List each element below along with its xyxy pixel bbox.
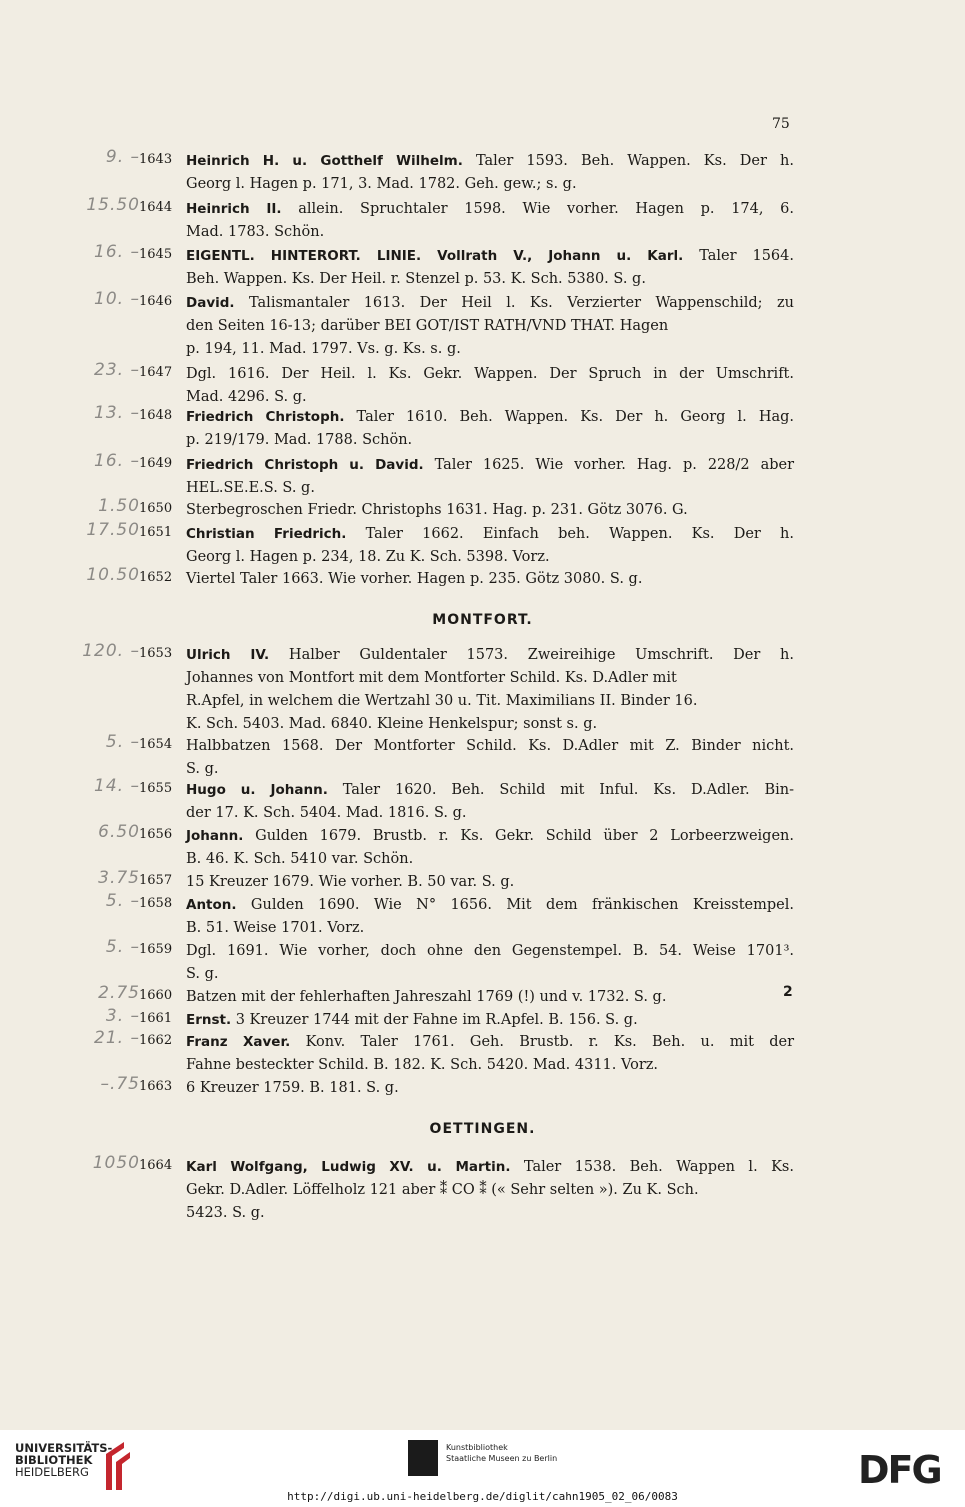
entry-line: [186, 779, 794, 802]
entry-line-text: Taler 1593. Beh. Wappen. Ks. Der h.: [462, 153, 794, 169]
entry-line: Gekr. D.Adler. Löffelholz 121 aber ⁑ CO ⁑ (« Sehr selten »). Zu K. Sch.: [186, 1182, 699, 1198]
entry-line: B. 46. K. Sch. 5410 var. Schön.: [186, 851, 414, 867]
entry-line: S. g.: [186, 966, 219, 982]
margin-mark: 2: [783, 984, 793, 1000]
entry-line: Mad. 1783. Schön.: [186, 224, 325, 240]
entry-line: Fahne besteckter Schild. B. 182. K. Sch. 5420. Mad. 4311. Vorz.: [186, 1057, 659, 1073]
entry-line: [186, 644, 794, 667]
permalink-url[interactable]: http://digi.ub.uni-heidelberg.de/diglit/cahn1905_02_06/0083: [287, 1490, 678, 1503]
entry-line: HEL.SE.E.S. S. g.: [186, 480, 315, 496]
entry-text: [186, 1031, 794, 1077]
entry-line-text: Gulden 1690. Wie N° 1656. Mit dem fränkischen Kreisstempel.: [236, 897, 794, 913]
entry-number: 1649: [139, 456, 173, 471]
handwritten-price: 5. –: [105, 937, 140, 957]
entry-number: 1661: [139, 1011, 173, 1026]
entry-number: 1660: [139, 988, 173, 1003]
entry-line: S. g.: [186, 761, 219, 777]
handwritten-price: 1.50: [98, 496, 140, 516]
entry-line: den Seiten 16-13; darüber BEI GOT/IST RATH/VND THAT. Hagen: [186, 318, 669, 334]
entry-text: [186, 779, 794, 825]
entry-text: [186, 499, 794, 522]
dfg-logo[interactable]: DFG: [858, 1448, 941, 1492]
entry-line: [186, 523, 794, 546]
entry-line-text: 3 Kreuzer 1744 mit der Fahne im R.Apfel. B. 156. S. g.: [231, 1012, 638, 1028]
entry-text: [186, 1009, 794, 1032]
entry-number: 1647: [139, 365, 173, 380]
entry-line: Dgl. 1616. Der Heil. l. Ks. Gekr. Wappen. Der Spruch in der Umschrift.: [186, 366, 794, 382]
entry-name: Ernst.: [186, 1012, 232, 1028]
handwritten-price: 21. –: [94, 1028, 140, 1048]
entry-number: 1662: [139, 1033, 173, 1048]
entry-line: [186, 1156, 794, 1179]
section-heading-oettingen: OETTINGEN.: [429, 1121, 536, 1137]
handwritten-price: 16. –: [94, 242, 140, 262]
kunstbibliothek-icon: [408, 1440, 438, 1476]
entry-line-text: Taler 1610. Beh. Wappen. Ks. Der h. Georg l. Hag.: [344, 409, 794, 425]
entry-line-text: Halber Guldentaler 1573. Zweireihige Umschrift. Der h.: [269, 647, 794, 663]
entry-line: 6 Kreuzer 1759. B. 181. S. g.: [186, 1080, 399, 1096]
entry-text: [186, 406, 794, 452]
entry-number: 1645: [139, 247, 173, 262]
kb-line-2: Staatliche Museen zu Berlin: [446, 1454, 558, 1463]
entry-text: [186, 1156, 794, 1225]
handwritten-price: 5. –: [105, 732, 140, 752]
entry-text: [186, 644, 794, 736]
entry-number: 1643: [139, 152, 173, 167]
entry-line: K. Sch. 5403. Mad. 6840. Kleine Henkelspur; sonst s. g.: [186, 716, 598, 732]
entry-line: [186, 245, 794, 268]
entry-line: [186, 894, 794, 917]
entry-number: 1653: [139, 646, 173, 661]
entry-line: Sterbegroschen Friedr. Christophs 1631. Hag. p. 231. Götz 3076. G.: [186, 502, 688, 518]
section-heading-montfort: MONTFORT.: [432, 612, 533, 628]
entry-name: Ulrich IV.: [186, 647, 270, 663]
entry-line: [186, 292, 794, 315]
entry-name: Hugo u. Johann.: [186, 782, 328, 798]
entry-name: EIGENTL. HINTERORT. LINIE. Vollrath V., Johann u. Karl.: [186, 248, 684, 264]
entry-number: 1663: [139, 1079, 173, 1094]
handwritten-price: 10.50: [86, 565, 140, 585]
entry-line: [186, 150, 794, 173]
entry-line: 15 Kreuzer 1679. Wie vorher. B. 50 var. S. g.: [186, 874, 515, 890]
entry-name: Karl Wolfgang, Ludwig XV. u. Martin.: [186, 1159, 511, 1175]
entry-number: 1659: [139, 942, 173, 957]
handwritten-price: 1050: [92, 1153, 140, 1173]
entry-text: [186, 825, 794, 871]
handwritten-price: 15.50: [86, 195, 140, 215]
handwritten-price: 2.75: [98, 983, 140, 1003]
entry-text: [186, 986, 794, 1009]
entry-number: 1664: [139, 1158, 173, 1173]
entry-line: Georg l. Hagen p. 234, 18. Zu K. Sch. 5398. Vorz.: [186, 549, 550, 565]
entry-line-text: Taler 1564.: [683, 248, 794, 264]
entry-line-text: allein. Spruchtaler 1598. Wie vorher. Hagen p. 174, 6.: [281, 201, 794, 217]
entry-number: 1650: [139, 501, 173, 516]
handwritten-price: 13. –: [94, 403, 140, 423]
entry-line: Halbbatzen 1568. Der Montforter Schild. Ks. D.Adler mit Z. Binder nicht.: [186, 738, 794, 754]
handwritten-price: 3.75: [98, 868, 140, 888]
entry-name: David.: [186, 295, 235, 311]
entry-name: Johann.: [186, 828, 244, 844]
kb-line-1: Kunstbibliothek: [446, 1443, 508, 1452]
entry-number: 1657: [139, 873, 173, 888]
entry-line: p. 194, 11. Mad. 1797. Vs. g. Ks. s. g.: [186, 341, 461, 357]
entry-number: 1655: [139, 781, 173, 796]
handwritten-price: 23. –: [94, 360, 140, 380]
entry-text: [186, 245, 794, 291]
entry-number: 1648: [139, 408, 173, 423]
entry-number: 1644: [139, 200, 173, 215]
handwritten-price: 17.50: [86, 520, 140, 540]
entry-line: Beh. Wappen. Ks. Der Heil. r. Stenzel p. 53. K. Sch. 5380. S. g.: [186, 271, 646, 287]
handwritten-price: 3. –: [105, 1006, 140, 1026]
entry-line: [186, 198, 794, 221]
handwritten-price: 6.50: [98, 822, 140, 842]
entry-text: [186, 454, 794, 500]
entry-line: p. 219/179. Mad. 1788. Schön.: [186, 432, 413, 448]
entry-number: 1646: [139, 294, 173, 309]
entry-line: Mad. 4296. S. g.: [186, 389, 307, 405]
entry-line: [186, 1009, 794, 1032]
handwritten-price: 16. –: [94, 451, 140, 471]
handwritten-price: 14. –: [94, 776, 140, 796]
entry-number: 1652: [139, 570, 173, 585]
entry-name: Anton.: [186, 897, 237, 913]
entry-line-text: Taler 1620. Beh. Schild mit Inful. Ks. D.Adler. Bin-: [327, 782, 794, 798]
entry-line: Johannes von Montfort mit dem Montforter Schild. Ks. D.Adler mit: [186, 670, 677, 686]
ub-line-1: UNIVERSITÄTS-: [15, 1441, 113, 1455]
entry-text: [186, 894, 794, 940]
entry-text: [186, 363, 794, 409]
ub-line-3: HEIDELBERG: [15, 1465, 89, 1479]
entry-name: Heinrich H. u. Gotthelf Wilhelm.: [186, 153, 463, 169]
entry-text: [186, 292, 794, 361]
page-number: 75: [772, 116, 790, 132]
entry-text: [186, 150, 794, 196]
entry-line: Georg l. Hagen p. 171, 3. Mad. 1782. Geh. gew.; s. g.: [186, 176, 577, 192]
entry-text: [186, 1077, 794, 1100]
entry-line: [186, 454, 794, 477]
entry-name: Christian Friedrich.: [186, 526, 347, 542]
entry-line-text: Taler 1662. Einfach beh. Wappen. Ks. Der h.: [346, 526, 794, 542]
ub-line-2: BIBLIOTHEK: [15, 1453, 93, 1467]
handwritten-price: 5. –: [105, 891, 140, 911]
entry-text: [186, 523, 794, 569]
entry-line: 5423. S. g.: [186, 1205, 265, 1221]
handwritten-price: 120. –: [82, 641, 140, 661]
entry-line-text: Taler 1625. Wie vorher. Hag. p. 228/2 aber: [423, 457, 795, 473]
handwritten-price: –.75: [100, 1074, 140, 1094]
entry-text: [186, 198, 794, 244]
handwritten-price: 10. –: [94, 289, 140, 309]
entry-name: Friedrich Christoph u. David.: [186, 457, 424, 473]
entry-line: [186, 1031, 794, 1054]
entry-line-text: Talismantaler 1613. Der Heil l. Ks. Verzierter Wappenschild; zu: [234, 295, 794, 311]
entry-line-text: Konv. Taler 1761. Geh. Brustb. r. Ks. Beh. u. mit der: [290, 1034, 794, 1050]
entry-line: R.Apfel, in welchem die Wertzahl 30 u. Tit. Maximilians II. Binder 16.: [186, 693, 698, 709]
entry-number: 1658: [139, 896, 173, 911]
entry-line: der 17. K. Sch. 5404. Mad. 1816. S. g.: [186, 805, 467, 821]
entry-number: 1651: [139, 525, 173, 540]
handwritten-price: 9. –: [105, 147, 140, 167]
entry-name: Friedrich Christoph.: [186, 409, 345, 425]
entry-line: B. 51. Weise 1701. Vorz.: [186, 920, 365, 936]
entry-line: [186, 825, 794, 848]
entry-line: Batzen mit der fehlerhaften Jahreszahl 1769 (!) und v. 1732. S. g.: [186, 989, 667, 1005]
ub-logo-icon: [96, 1440, 136, 1492]
entry-number: 1656: [139, 827, 173, 842]
entry-name: Heinrich II.: [186, 201, 282, 217]
entry-line: Dgl. 1691. Wie vorher, doch ohne den Gegenstempel. B. 54. Weise 1701³.: [186, 943, 794, 959]
entry-line-text: Taler 1538. Beh. Wappen l. Ks.: [510, 1159, 794, 1175]
entry-line-text: Gulden 1679. Brustb. r. Ks. Gekr. Schild über 2 Lorbeerzweigen.: [243, 828, 794, 844]
entry-line: Viertel Taler 1663. Wie vorher. Hagen p. 235. Götz 3080. S. g.: [186, 571, 643, 587]
entry-text: [186, 568, 794, 591]
entry-name: Franz Xaver.: [186, 1034, 291, 1050]
entry-number: 1654: [139, 737, 173, 752]
entry-text: [186, 735, 794, 781]
entry-text: [186, 940, 794, 986]
entry-line: [186, 406, 794, 429]
entry-text: [186, 871, 794, 894]
